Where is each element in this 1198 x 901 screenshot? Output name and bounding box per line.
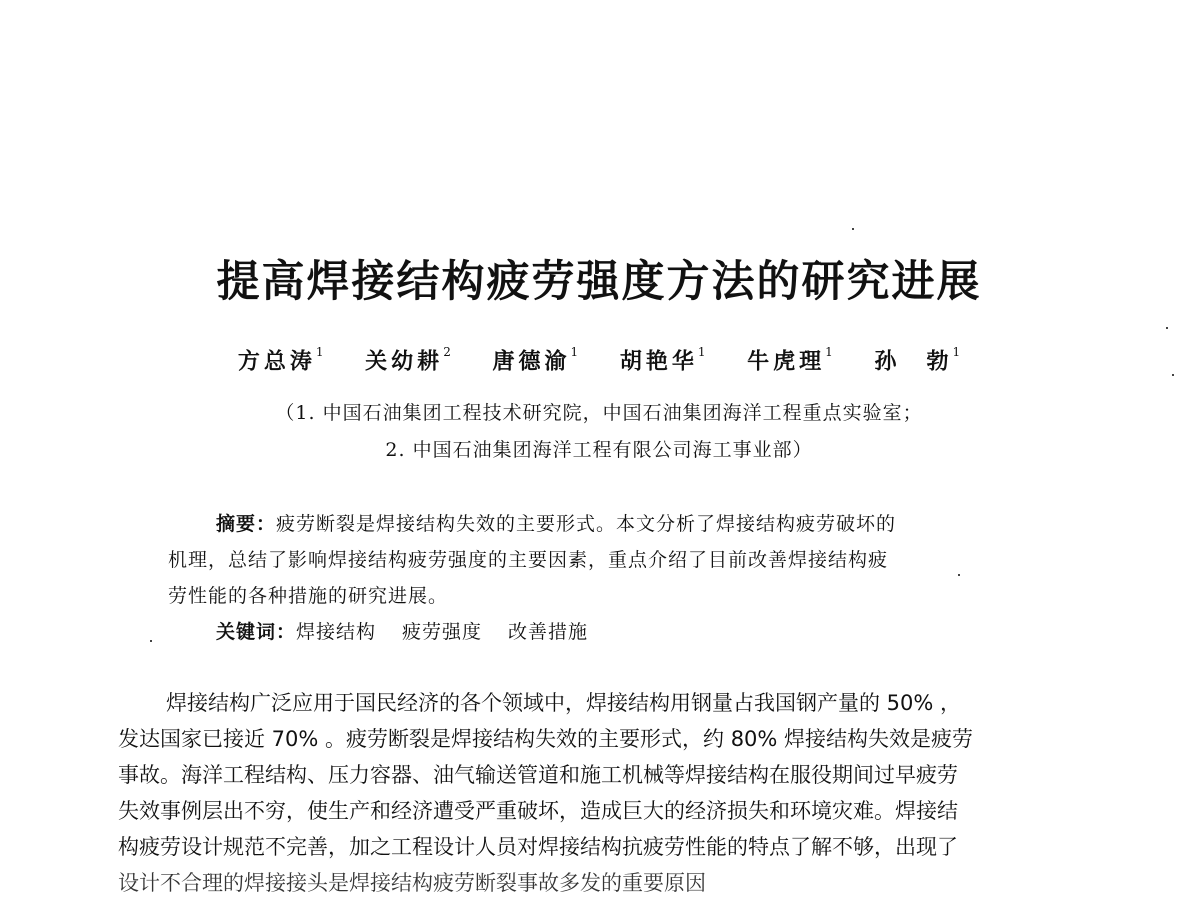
paper-title: 提高焊接结构疲劳强度方法的研究进展 xyxy=(216,257,982,307)
author-name: 关幼耕 xyxy=(365,348,444,375)
abstract-line: 劳性能的各种措施的研究进展。 xyxy=(168,585,449,607)
affiliation-1: （1. 中国石油集团工程技术研究院，中国石油集团海洋工程重点实验室； xyxy=(275,402,923,424)
scan-speck xyxy=(1166,327,1168,329)
keywords-block xyxy=(216,617,614,647)
author-3 xyxy=(493,336,579,381)
author-affil-mark: 1 xyxy=(825,345,833,359)
body-line: 构疲劳设计规范不完善，加之工程设计人员对焊接结构抗疲劳性能的特点了解不够，出现了 xyxy=(118,835,958,859)
author-5 xyxy=(747,336,833,381)
author-1 xyxy=(238,336,324,381)
keywords-label: 关键词： xyxy=(216,621,297,643)
author-name: 唐德渝 xyxy=(492,348,571,375)
author-affil-mark: 1 xyxy=(570,345,579,359)
body-line: 失效事例层出不穷，使生产和经济遭受严重破坏，造成巨大的经济损失和环境灾难。焊接结 xyxy=(118,799,958,823)
abstract-block xyxy=(168,506,1048,614)
keyword: 改善措施 xyxy=(508,621,589,643)
abstract-text: 疲劳断裂是焊接结构失效的主要形式。本文分析了焊接结构疲劳破坏的 xyxy=(276,513,897,535)
author-name: 孙 勃 xyxy=(874,348,953,375)
keyword: 焊接结构 xyxy=(296,621,377,643)
body-line: 事故。海洋工程结构、压力容器、油气输送管道和施工机械等焊接结构在服役期间过早疲劳 xyxy=(118,763,958,787)
body-line: 焊接结构广泛应用于国民经济的各个领域中，焊接结构用钢量占我国钢产量的 50% ， xyxy=(166,691,962,715)
abstract-line xyxy=(168,506,1048,542)
body-line: 设计不合理的焊接接头是焊接结构疲劳断裂事故多发的重要原因 xyxy=(118,871,706,895)
scan-speck xyxy=(150,640,152,642)
scan-speck xyxy=(958,574,960,576)
author-4 xyxy=(620,336,706,381)
author-name: 方总涛 xyxy=(237,348,316,375)
body-line: 发达国家已接近 70% 。疲劳断裂是焊接结构失效的主要形式，约 80% 焊接结构失效是疲劳 xyxy=(118,727,974,751)
abstract-line: 机理，总结了影响焊接结构疲劳强度的主要因素，重点介绍了目前改善焊接结构疲 xyxy=(168,549,889,571)
author-affil-mark: 2 xyxy=(443,345,451,359)
scan-speck xyxy=(1172,374,1174,376)
author-affil-mark: 1 xyxy=(952,345,961,359)
author-2 xyxy=(365,336,451,381)
author-affil-mark: 1 xyxy=(315,345,324,359)
keyword: 疲劳强度 xyxy=(402,621,483,643)
author-name: 牛虎理 xyxy=(747,348,826,375)
body-paragraph xyxy=(118,685,1078,901)
affiliation-2: 2. 中国石油集团海洋工程有限公司海工事业部） xyxy=(385,439,813,461)
abstract-label: 摘要： xyxy=(216,513,277,535)
author-affil-mark: 1 xyxy=(697,345,706,359)
scan-speck xyxy=(852,228,854,230)
author-name: 胡艳华 xyxy=(619,348,698,375)
author-6 xyxy=(874,336,960,381)
author-list xyxy=(0,336,1198,381)
